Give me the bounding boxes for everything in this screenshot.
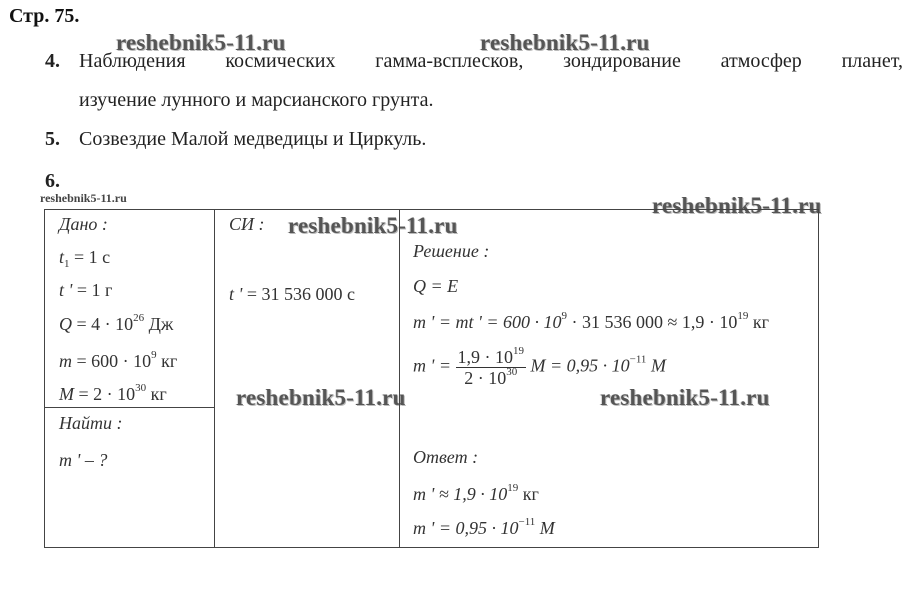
find-header: Найти : bbox=[59, 413, 123, 433]
given-row: t ' = 1 г bbox=[59, 280, 113, 300]
item-4-line2: изучение лунного и марсианского грунта. bbox=[79, 89, 434, 111]
item-number: 5. bbox=[45, 128, 60, 150]
solution-fraction-line: m ' = $\frac{1,9 \cdot 10^{19}}{2 \cdot 10^{30}}$ $M = 0,95 \cdot 10^{-11}$ M bbox=[413, 345, 666, 388]
item-4-line1 bbox=[79, 50, 903, 73]
answer-line: m ' = $0,95 \cdot 10^{-11}$ M bbox=[413, 516, 555, 538]
item-4-word: космических bbox=[225, 50, 336, 72]
watermark: reshebnik5-11.ru bbox=[236, 385, 406, 410]
solution-header: Решение : bbox=[413, 241, 490, 261]
item-5-text: Созвездие Малой медведицы и Циркуль. bbox=[79, 128, 427, 150]
item-4-word: зондирование bbox=[563, 50, 681, 72]
watermark: reshebnik5-11.ru bbox=[480, 30, 650, 55]
given-header: Дано : bbox=[59, 214, 108, 234]
solution-line: Q = E bbox=[413, 276, 459, 296]
given-row: $t_1 = 1$ с bbox=[59, 247, 111, 270]
given-row: $M = 2 \cdot 10^{30}$ кг bbox=[59, 382, 167, 404]
column-divider bbox=[399, 210, 400, 547]
watermark: reshebnik5-11.ru bbox=[288, 213, 458, 238]
answer-header: Ответ : bbox=[413, 447, 479, 467]
find-value: m ' – ? bbox=[59, 450, 108, 470]
watermark-small: reshebnik5-11.ru bbox=[40, 191, 127, 205]
item-4-word: планет, bbox=[841, 50, 903, 72]
watermark: reshebnik5-11.ru bbox=[116, 30, 286, 55]
si-header: СИ : bbox=[229, 214, 265, 234]
column-divider bbox=[214, 210, 215, 547]
given-row: $m = 600 \cdot 10^9$ кг bbox=[59, 349, 178, 371]
item-number: 6. bbox=[45, 170, 60, 192]
item-number: 4. bbox=[45, 50, 60, 72]
page-title: Стр. 75. bbox=[9, 5, 80, 27]
row-divider bbox=[45, 407, 214, 408]
given-row: $Q = 4 \cdot 10^{26}$ Дж bbox=[59, 312, 174, 334]
si-value: t ' = 31 536 000 с bbox=[229, 284, 355, 304]
solution-line: m ' = mt ' = $600 \cdot 10^9 \cdot 31$ 536 $000 \approx 1,9 \cdot 10^{19}$ кг bbox=[413, 310, 770, 332]
item-4-word: Наблюдения bbox=[79, 50, 186, 72]
solution-table bbox=[44, 209, 819, 548]
item-4-word: атмосфер bbox=[720, 50, 802, 72]
answer-line: m ' ≈ $1,9 \cdot 10^{19}$ кг bbox=[413, 482, 539, 504]
watermark: reshebnik5-11.ru bbox=[600, 385, 770, 410]
item-4-word: гамма-всплесков, bbox=[375, 50, 524, 72]
fraction: $\frac{1,9 \cdot 10^{19}}{2 \cdot 10^{30}}$ bbox=[457, 345, 524, 388]
watermark: reshebnik5-11.ru bbox=[652, 193, 822, 218]
